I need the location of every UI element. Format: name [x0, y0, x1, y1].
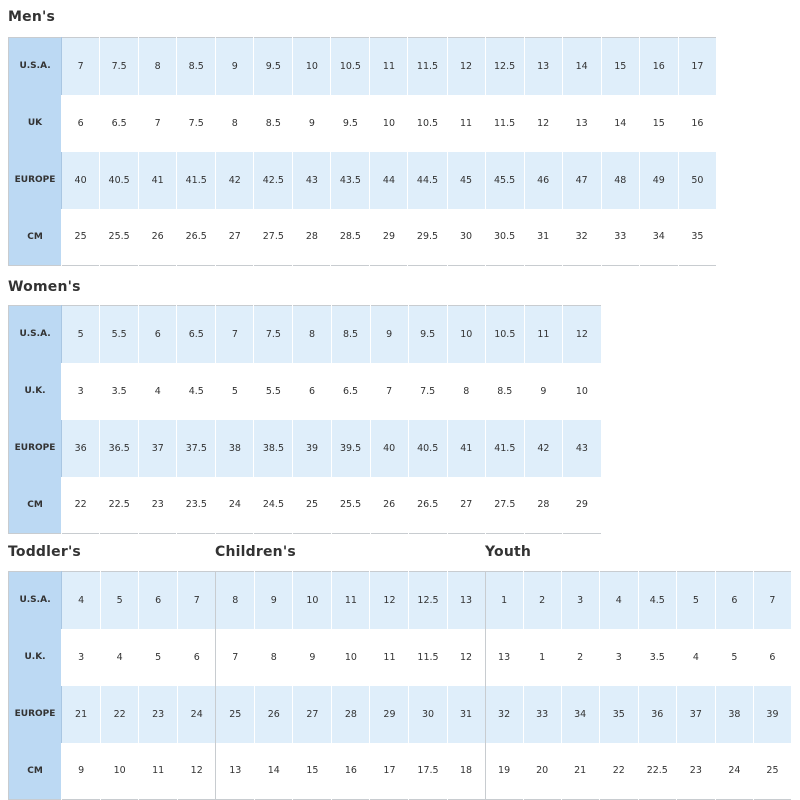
- size-cell: 28: [524, 477, 562, 534]
- youth-size-cell: 4: [599, 572, 638, 629]
- row-label: EUROPE: [9, 686, 62, 743]
- size-cell: 37: [139, 420, 177, 477]
- row-label: CM: [9, 477, 62, 534]
- toddler-size-cell: 11: [139, 743, 178, 800]
- toddler-size-cell: 10: [101, 743, 139, 800]
- children-size-cell: 26: [255, 686, 293, 743]
- size-cell: 24: [216, 477, 254, 534]
- size-cell: 10.5: [485, 306, 524, 363]
- children-size-cell: 30: [409, 686, 447, 743]
- youth-size-cell: 24: [715, 743, 753, 800]
- size-cell: 50: [678, 152, 716, 209]
- size-cell: 6.5: [177, 306, 216, 363]
- children-size-cell: 12: [370, 572, 409, 629]
- children-size-cell: 12.5: [409, 572, 447, 629]
- toddler-size-cell: 6: [139, 572, 178, 629]
- size-cell: 9.5: [254, 38, 293, 95]
- size-cell: 28.5: [331, 209, 370, 266]
- size-cell: 38.5: [254, 420, 293, 477]
- size-cell: 34: [639, 209, 678, 266]
- size-cell: 42: [216, 152, 254, 209]
- size-cell: 16: [639, 38, 678, 95]
- size-cell: 9.5: [408, 306, 447, 363]
- size-cell: 27.5: [254, 209, 293, 266]
- youth-size-cell: 3.5: [638, 629, 676, 686]
- row-label: U.K.: [9, 363, 62, 420]
- size-cell: 35: [678, 209, 716, 266]
- size-cell: 30.5: [485, 209, 524, 266]
- size-row: [9, 363, 602, 420]
- size-cell: 40.5: [100, 152, 139, 209]
- size-cell: 11: [524, 306, 562, 363]
- toddler-size-cell: 9: [62, 743, 101, 800]
- youth-size-cell: 34: [561, 686, 599, 743]
- size-cell: 36: [62, 420, 100, 477]
- size-cell: 45: [447, 152, 485, 209]
- size-cell: 10: [562, 363, 601, 420]
- toddler-size-cell: 22: [101, 686, 139, 743]
- size-cell: 41.5: [485, 420, 524, 477]
- size-cell: 6.5: [100, 95, 139, 152]
- size-cell: 9.5: [331, 95, 370, 152]
- size-cell: 25.5: [331, 477, 370, 534]
- size-cell: 6: [293, 363, 331, 420]
- size-cell: 36.5: [100, 420, 139, 477]
- toddlers-title: Toddler's: [8, 544, 81, 560]
- size-cell: 41: [139, 152, 177, 209]
- size-cell: 17: [678, 38, 716, 95]
- size-cell: 23: [139, 477, 177, 534]
- toddler-size-cell: 6: [178, 629, 216, 686]
- toddler-size-cell: 12: [178, 743, 216, 800]
- size-cell: 16: [678, 95, 716, 152]
- size-cell: 8: [447, 363, 485, 420]
- mens-title: Men's: [8, 9, 56, 25]
- youth-size-cell: 5: [676, 572, 715, 629]
- youth-size-cell: 20: [523, 743, 561, 800]
- size-cell: 7.5: [254, 306, 293, 363]
- size-cell: 40: [62, 152, 100, 209]
- size-cell: 7.5: [408, 363, 447, 420]
- size-cell: 23.5: [177, 477, 216, 534]
- size-cell: 14: [601, 95, 639, 152]
- size-cell: 28: [293, 209, 331, 266]
- size-cell: 5.5: [100, 306, 139, 363]
- youth-size-cell: 13: [485, 629, 523, 686]
- size-cell: 8: [139, 38, 177, 95]
- youth-size-cell: 4.5: [638, 572, 676, 629]
- youth-size-cell: 38: [715, 686, 753, 743]
- children-size-cell: 9: [293, 629, 332, 686]
- youth-size-cell: 23: [676, 743, 715, 800]
- size-cell: 22: [62, 477, 100, 534]
- size-cell: 24.5: [254, 477, 293, 534]
- size-cell: 9: [370, 306, 408, 363]
- row-label: CM: [9, 209, 62, 266]
- size-cell: 4.5: [177, 363, 216, 420]
- size-cell: 14: [562, 38, 601, 95]
- size-cell: 8.5: [254, 95, 293, 152]
- size-cell: 25: [293, 477, 331, 534]
- size-cell: 11.5: [485, 95, 524, 152]
- youth-size-cell: 35: [599, 686, 638, 743]
- youth-size-cell: 3: [599, 629, 638, 686]
- toddler-size-cell: 5: [101, 572, 139, 629]
- size-cell: 30: [447, 209, 485, 266]
- size-row: [9, 743, 792, 800]
- children-size-cell: 17: [370, 743, 409, 800]
- youth-size-cell: 33: [523, 686, 561, 743]
- youth-title: Youth: [485, 544, 532, 560]
- size-cell: 29: [562, 477, 601, 534]
- size-row: [9, 209, 717, 266]
- children-size-cell: 27: [293, 686, 332, 743]
- size-cell: 3: [62, 363, 100, 420]
- row-label: U.S.A.: [9, 572, 62, 629]
- size-cell: 7: [370, 363, 408, 420]
- size-cell: 46: [524, 152, 562, 209]
- size-cell: 15: [601, 38, 639, 95]
- size-cell: 27: [216, 209, 254, 266]
- children-size-cell: 9: [255, 572, 293, 629]
- kids-size-table: [8, 571, 792, 800]
- size-cell: 5.5: [254, 363, 293, 420]
- size-cell: 40.5: [408, 420, 447, 477]
- size-cell: 10: [370, 95, 408, 152]
- size-cell: 32: [562, 209, 601, 266]
- size-cell: 43: [562, 420, 601, 477]
- size-cell: 9: [524, 363, 562, 420]
- size-cell: 41: [447, 420, 485, 477]
- size-cell: 15: [639, 95, 678, 152]
- youth-size-cell: 1: [523, 629, 561, 686]
- children-size-cell: 13: [447, 572, 485, 629]
- size-cell: 10.5: [331, 38, 370, 95]
- size-row: [9, 38, 717, 95]
- toddler-size-cell: 5: [139, 629, 178, 686]
- size-row: [9, 420, 602, 477]
- size-cell: 31: [524, 209, 562, 266]
- children-size-cell: 28: [332, 686, 370, 743]
- children-size-cell: 11: [332, 572, 370, 629]
- size-cell: 11.5: [408, 38, 447, 95]
- size-cell: 3.5: [100, 363, 139, 420]
- size-cell: 26.5: [177, 209, 216, 266]
- size-cell: 8: [293, 306, 331, 363]
- youth-size-cell: 39: [753, 686, 791, 743]
- youth-size-cell: 32: [485, 686, 523, 743]
- children-size-cell: 10: [332, 629, 370, 686]
- size-row: [9, 477, 602, 534]
- children-size-cell: 15: [293, 743, 332, 800]
- size-cell: 5: [62, 306, 100, 363]
- children-size-cell: 25: [216, 686, 255, 743]
- row-label: U.K.: [9, 629, 62, 686]
- size-cell: 48: [601, 152, 639, 209]
- youth-size-cell: 6: [715, 572, 753, 629]
- children-size-cell: 16: [332, 743, 370, 800]
- youth-size-cell: 2: [561, 629, 599, 686]
- size-cell: 22.5: [100, 477, 139, 534]
- row-label: UK: [9, 95, 62, 152]
- size-cell: 6: [139, 306, 177, 363]
- youth-size-cell: 5: [715, 629, 753, 686]
- row-label: CM: [9, 743, 62, 800]
- size-cell: 7: [139, 95, 177, 152]
- size-cell: 9: [216, 38, 254, 95]
- size-cell: 4: [139, 363, 177, 420]
- toddler-size-cell: 3: [62, 629, 101, 686]
- size-cell: 7: [216, 306, 254, 363]
- size-cell: 12: [447, 38, 485, 95]
- children-size-cell: 29: [370, 686, 409, 743]
- size-cell: 10: [293, 38, 331, 95]
- toddler-size-cell: 21: [62, 686, 101, 743]
- children-size-cell: 8: [216, 572, 255, 629]
- size-cell: 45.5: [485, 152, 524, 209]
- size-cell: 26: [370, 477, 408, 534]
- children-size-cell: 11.5: [409, 629, 447, 686]
- size-row: [9, 629, 792, 686]
- size-cell: 29: [370, 209, 408, 266]
- size-cell: 11: [447, 95, 485, 152]
- size-cell: 13: [524, 38, 562, 95]
- youth-size-cell: 22.5: [638, 743, 676, 800]
- size-cell: 6.5: [331, 363, 370, 420]
- size-cell: 26.5: [408, 477, 447, 534]
- mens-size-table: [8, 37, 717, 266]
- size-cell: 42: [524, 420, 562, 477]
- youth-size-cell: 3: [561, 572, 599, 629]
- youth-size-cell: 22: [599, 743, 638, 800]
- size-cell: 11: [370, 38, 408, 95]
- womens-title: Women's: [8, 279, 81, 295]
- size-cell: 47: [562, 152, 601, 209]
- youth-size-cell: 37: [676, 686, 715, 743]
- size-row: [9, 306, 602, 363]
- size-cell: 12: [562, 306, 601, 363]
- size-cell: 44.5: [408, 152, 447, 209]
- children-size-cell: 17.5: [409, 743, 447, 800]
- youth-size-cell: 1: [485, 572, 523, 629]
- children-size-cell: 13: [216, 743, 255, 800]
- youth-size-cell: 7: [753, 572, 791, 629]
- children-size-cell: 10: [293, 572, 332, 629]
- size-cell: 41.5: [177, 152, 216, 209]
- size-cell: 49: [639, 152, 678, 209]
- children-size-cell: 31: [447, 686, 485, 743]
- size-cell: 8.5: [485, 363, 524, 420]
- children-size-cell: 12: [447, 629, 485, 686]
- row-label: U.S.A.: [9, 38, 62, 95]
- size-cell: 25: [62, 209, 100, 266]
- size-cell: 43.5: [331, 152, 370, 209]
- row-label: U.S.A.: [9, 306, 62, 363]
- toddler-size-cell: 4: [101, 629, 139, 686]
- size-cell: 43: [293, 152, 331, 209]
- size-row: [9, 686, 792, 743]
- size-cell: 42.5: [254, 152, 293, 209]
- size-cell: 10: [447, 306, 485, 363]
- size-cell: 37.5: [177, 420, 216, 477]
- size-cell: 25.5: [100, 209, 139, 266]
- row-label: EUROPE: [9, 420, 62, 477]
- youth-size-cell: 36: [638, 686, 676, 743]
- size-cell: 8.5: [177, 38, 216, 95]
- children-size-cell: 11: [370, 629, 409, 686]
- size-row: [9, 152, 717, 209]
- size-cell: 33: [601, 209, 639, 266]
- youth-size-cell: 6: [753, 629, 791, 686]
- size-row: [9, 572, 792, 629]
- toddler-size-cell: 24: [178, 686, 216, 743]
- children-size-cell: 8: [255, 629, 293, 686]
- size-cell: 9: [293, 95, 331, 152]
- size-cell: 39: [293, 420, 331, 477]
- size-cell: 5: [216, 363, 254, 420]
- size-cell: 7.5: [177, 95, 216, 152]
- youth-size-cell: 19: [485, 743, 523, 800]
- size-cell: 39.5: [331, 420, 370, 477]
- youth-size-cell: 4: [676, 629, 715, 686]
- size-cell: 12: [524, 95, 562, 152]
- size-cell: 10.5: [408, 95, 447, 152]
- size-cell: 8: [216, 95, 254, 152]
- size-cell: 8.5: [331, 306, 370, 363]
- size-cell: 12.5: [485, 38, 524, 95]
- youth-size-cell: 21: [561, 743, 599, 800]
- toddler-size-cell: 7: [178, 572, 216, 629]
- childrens-title: Children's: [215, 544, 296, 560]
- size-cell: 7: [62, 38, 100, 95]
- size-cell: 29.5: [408, 209, 447, 266]
- children-size-cell: 14: [255, 743, 293, 800]
- youth-size-cell: 25: [753, 743, 791, 800]
- youth-size-cell: 2: [523, 572, 561, 629]
- size-cell: 13: [562, 95, 601, 152]
- womens-size-table: [8, 305, 602, 534]
- size-cell: 27.5: [485, 477, 524, 534]
- row-label: EUROPE: [9, 152, 62, 209]
- size-cell: 26: [139, 209, 177, 266]
- children-size-cell: 18: [447, 743, 485, 800]
- size-cell: 6: [62, 95, 100, 152]
- size-cell: 44: [370, 152, 408, 209]
- toddler-size-cell: 23: [139, 686, 178, 743]
- size-cell: 40: [370, 420, 408, 477]
- size-row: [9, 95, 717, 152]
- children-size-cell: 7: [216, 629, 255, 686]
- size-cell: 38: [216, 420, 254, 477]
- size-cell: 7.5: [100, 38, 139, 95]
- size-cell: 27: [447, 477, 485, 534]
- toddler-size-cell: 4: [62, 572, 101, 629]
